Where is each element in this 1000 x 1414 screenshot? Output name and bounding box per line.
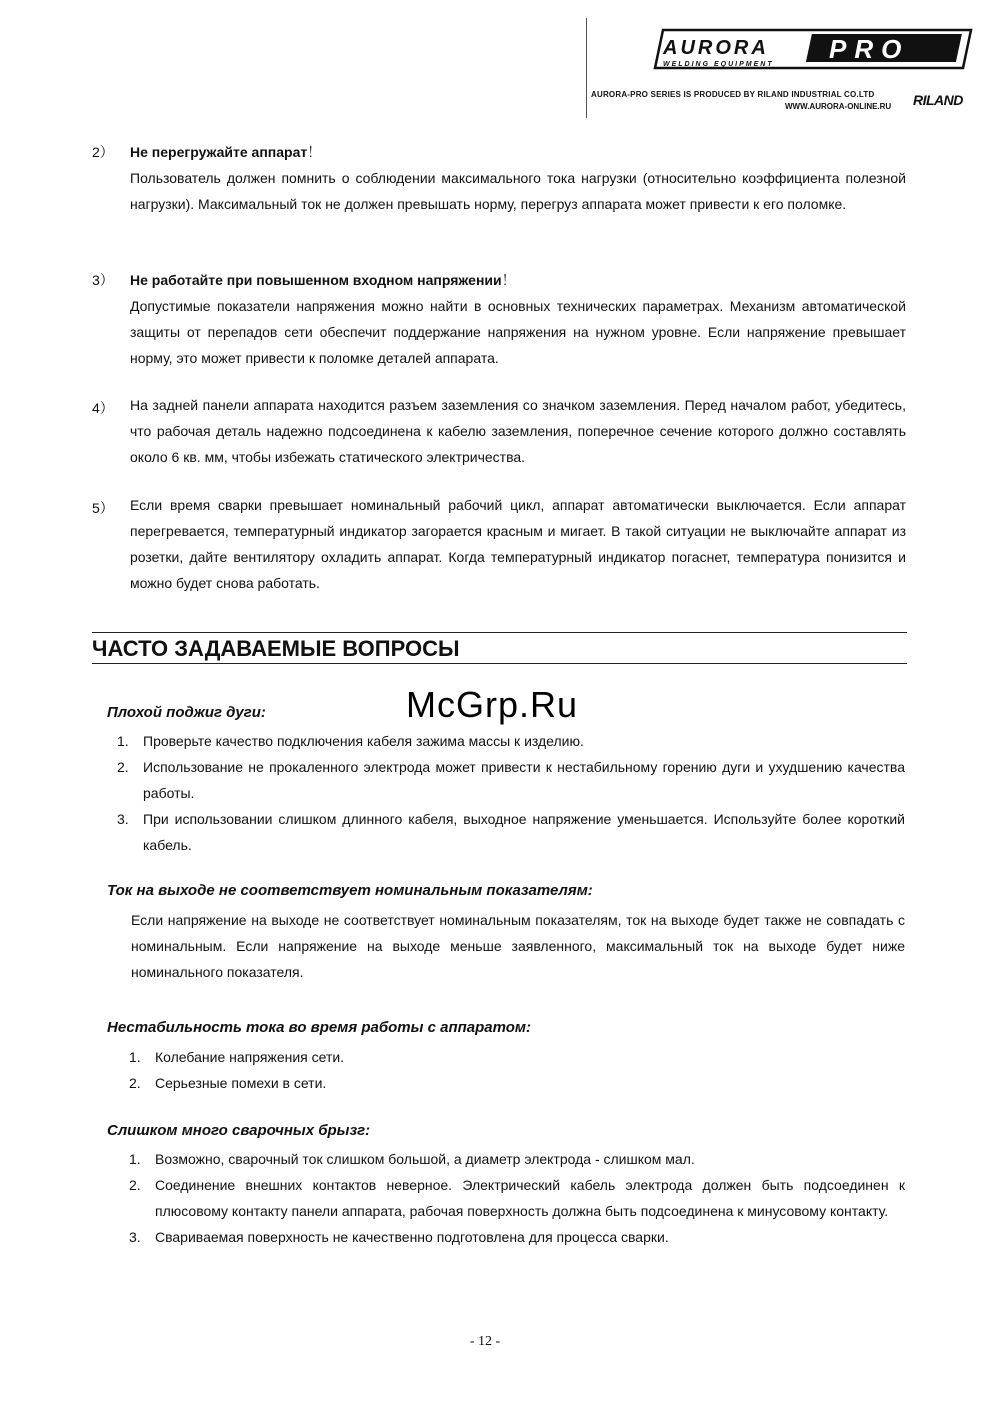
item-number: 4） [92,400,114,416]
list-item: 1. Колебание напряжения сети. [129,1049,345,1065]
website-link[interactable]: WWW.AURORA-ONLINE.RU [785,102,892,111]
list-item: 1. Возможно, сварочный ток слишком большой, а диаметр электрода - слишком мал. [129,1151,695,1167]
faq-list-arc [117,728,905,858]
faq-list-spatter [129,1146,905,1250]
item-body: На задней панели аппарата находится разъем заземления со значком заземления. Перед началом работ, убедитесь, что рабочая деталь надежно подсоединена к кабелю заземления, поперечное сечение которого должно составлять около 6 кв. мм, чтобы избежать статического электричества. [130,397,906,465]
watermark: McGrp.Ru [406,684,579,725]
list-item: 2. Соединение внешних контактов неверное. Электрический кабель электрода должен быть подсоединен к плюсовому контакту панели аппарата, рабочая поверхность должна быть подсоединена к минусовому контакту. [129,1177,905,1219]
faq-list-instability [129,1044,905,1096]
logo-sub: WELDING EQUIPMENT [663,61,774,68]
riland-logo: RILAND [913,92,963,108]
faq-text-current: Если напряжение на выходе не соответствует номинальным показателям, ток на выходе будет также не совпадать с номинальным. Если напряжение на выходе меньше заявленного, максимальный ток на выходе будет ниже номинального показателя. [131,912,905,980]
item-title: Не перегружайте аппарат！ [130,144,322,160]
page-header [586,18,987,118]
item-title: Не работайте при повышенном входном напряжении！ [130,272,516,288]
item-number: 5） [92,500,114,516]
logo-pro: PRO [829,34,910,64]
item-body: Допустимые показатели напряжения можно найти в основных технических параметрах. Механизм автоматической защиты от перепадов сети обеспечит поддержание напряжения на нужном уровне. Если напряжение превышает норму, это может привести к поломке деталей аппарата. [130,298,906,366]
list-item: 2. Использование не прокаленного электрода может привести к нестабильному горению дуги и ухудшению качества работы. [117,759,905,801]
list-item: 2. Серьезные помехи в сети. [129,1075,327,1091]
section-rule-bottom [92,663,907,664]
item-body: Если время сварки превышает номинальный рабочий цикл, аппарат автоматически выключается. Если аппарат перегревается, температурный индикатор загорается красным и мигает. В такой ситуации не выключайте аппарат из розетки, дайте вентилятору охладить аппарат. Когда температурный индикатор погаснет, температура понизится и можно будет снова работать. [130,497,906,591]
faq-heading-arc: Плохой поджиг дуги: [107,704,266,721]
list-item: 3. Свариваемая поверхность не качественно подготовлена для процесса сварки. [129,1229,669,1245]
faq-title: ЧАСТО ЗАДАВАЕМЫЕ ВОПРОСЫ [92,636,460,661]
item-number: 3） [92,272,114,288]
aurora-pro-logo [649,24,979,74]
item-number: 2） [92,144,114,160]
list-item: 3. При использовании слишком длинного кабеля, выходное напряжение уменьшается. Используйте более короткий кабель. [117,811,905,853]
faq-heading-spatter: Слишком много сварочных брызг: [107,1122,371,1139]
logo-word: AURORA [663,37,769,59]
faq-heading-current: Ток на выходе не соответствует номинальным показателям: [107,882,593,899]
producer-line: AURORA-PRO SERIES IS PRODUCED BY RILAND INDUSTRIAL CO.LTD [591,90,875,99]
item-body: Пользователь должен помнить о соблюдении максимального тока нагрузки (относительно коэффициента полезной нагрузки). Максимальный ток не должен превышать норму, перегруз аппарата может привести к его поломке. [130,170,906,212]
section-rule-top [92,632,907,633]
faq-heading-instability: Нестабильность тока во время работы с аппаратом: [107,1019,532,1036]
page-number: - 12 - [469,1334,501,1349]
list-item: 1. Проверьте качество подключения кабеля зажима массы к изделию. [117,733,584,749]
